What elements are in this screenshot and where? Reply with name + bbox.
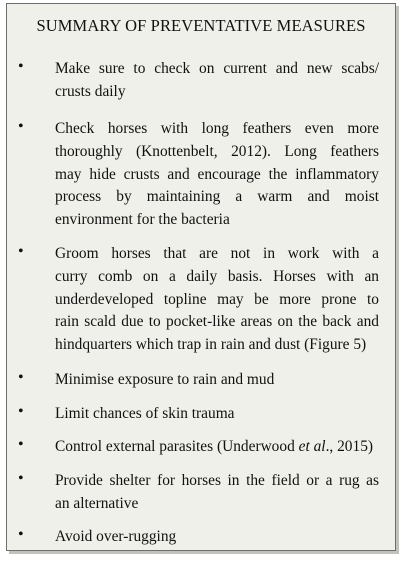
text-line: thoroughly (Knottenbelt, 2012). Long feathers — [55, 142, 379, 160]
text-line: Limit chances of skin trauma — [55, 405, 235, 422]
box-title: SUMMARY OF PREVENTATIVE MEASURES — [36, 16, 366, 35]
bullet-icon: • — [18, 403, 24, 420]
item-text — [55, 369, 379, 392]
bullet-icon: • — [18, 58, 24, 75]
text-line: curry comb on a daily basis. Horses with an — [55, 267, 379, 285]
text-run: ., 2015) — [325, 438, 374, 455]
text-line: Check horses with long feathers even more — [55, 120, 379, 137]
text-line: an alternative — [55, 494, 139, 512]
text-line: may hide crusts and encourage the inflammatory — [55, 165, 379, 183]
text-run-italic: et al — [298, 438, 326, 455]
item-text — [55, 526, 379, 549]
item-text — [55, 243, 379, 357]
text-line: process by maintaining a warm and moist — [55, 188, 379, 206]
text-line: environment for the bacteria — [55, 211, 230, 229]
item-text — [55, 436, 379, 459]
item-text — [55, 58, 379, 104]
text-line: Minimise exposure to rain and mud — [55, 371, 275, 388]
item-text — [55, 118, 379, 232]
text-line — [55, 436, 379, 459]
text-line: Avoid over-rugging — [55, 528, 177, 545]
bullet-icon: • — [18, 526, 24, 543]
text-line: hindquarters which trap in rain and dust (Figure 5) — [55, 336, 367, 354]
text-line: rain scald due to pocket-like areas on the back and — [55, 313, 379, 331]
item-text — [55, 470, 379, 516]
text-line: Provide shelter for horses in the field or a rug as — [55, 472, 379, 489]
text-run: Control external parasites (Underwood — [55, 438, 299, 455]
summary-box — [6, 3, 396, 551]
bullet-icon: • — [18, 436, 24, 453]
bullet-icon: • — [18, 470, 24, 487]
bullet-icon: • — [18, 369, 24, 386]
bullet-icon: • — [18, 243, 24, 260]
text-line: crusts daily — [55, 82, 126, 100]
text-line: Groom horses that are not in work with a — [55, 245, 379, 262]
bullet-icon: • — [18, 118, 24, 135]
text-line: Make sure to check on current and new scabs/ — [55, 60, 379, 77]
text-line: underdeveloped topline may be more prone to — [55, 290, 379, 308]
item-text — [55, 403, 379, 426]
